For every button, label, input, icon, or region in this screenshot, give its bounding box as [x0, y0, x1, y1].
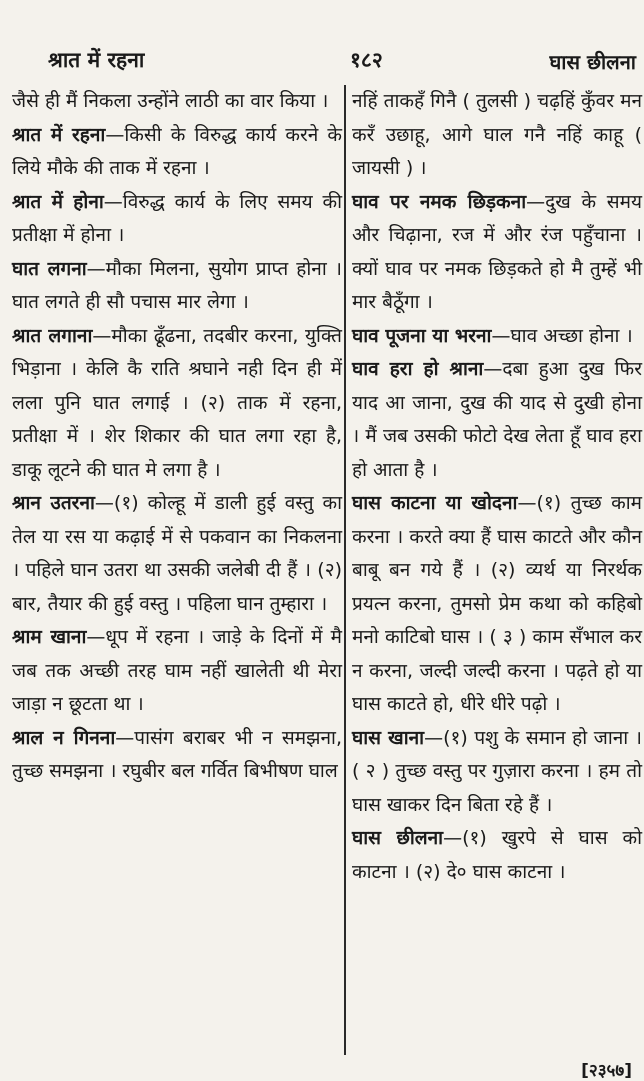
entry-headword: श्रात में होना: [12, 190, 104, 213]
entry-headword: घात लगना: [12, 257, 87, 280]
entry-headword: घाव हरा हो श्राना: [352, 358, 484, 380]
dictionary-entry: [12, 487, 342, 621]
dictionary-entry: [12, 85, 342, 119]
entry-headword: घास खाना: [352, 726, 425, 749]
entry-definition: —विरुद्ध कार्य के लिए समय की प्रतीक्षा में होना ।: [12, 190, 342, 246]
dictionary-entry: [352, 822, 642, 889]
entry-definition: —मौका मिलना, सुयोग प्राप्त होना । घात लगते ही सौ पचास मार लेगा ।: [12, 257, 343, 313]
dictionary-entry: [12, 253, 342, 320]
dictionary-entry: [352, 186, 642, 320]
header-right-guideword: घास छीलना: [549, 50, 636, 74]
entry-definition: —किसी के विरुद्ध कार्य करने के लिये मौके की ताक में रहना ।: [12, 123, 342, 179]
running-header: [20, 40, 636, 80]
dictionary-entry: [12, 722, 342, 789]
entry-definition: नहिं ताकहँ गिनै ( तुलसी ) चढ़हिं कुँवर मन करँ उछाहू, आगे घाल गनै नहिं काहू ( जायसी ) ।: [352, 90, 642, 179]
page-footer-code: [२३५७]: [581, 1061, 632, 1081]
entry-definition: —(१) खुरपे से घास को काटना । (२) दे० घास काटना ।: [352, 827, 642, 883]
entry-headword: श्रात लगाना: [12, 324, 93, 347]
left-column: [12, 85, 342, 789]
header-left-guideword: श्रात में रहना: [48, 48, 145, 72]
dictionary-entry: [12, 186, 342, 253]
entry-headword: श्रान उतरना: [12, 492, 95, 514]
entry-headword: श्राम खाना: [12, 626, 87, 648]
entry-headword: श्रात में रहना: [12, 123, 106, 146]
page-number: १८२: [350, 48, 383, 72]
entry-headword: घाव पूजना या भरना: [352, 324, 492, 347]
entry-definition: —(१) तुच्छ काम करना । करते क्या हैं घास काटते और कौन बाबू बन गये हैं । (२) व्यर्थ या निरर्थक प्रयत्न करना, तुमसो प्रेम कथा को कहिबो मनो काटिबो घास । ( ३ ) काम सँभाल कर न करना, जल्दी जल्दी करना । पढ़ते हो या घास काटते हो, धीरे धीरे पढ़ो ।: [352, 492, 642, 715]
entry-definition: —दुख के समय और चिढ़ाना, रज में और रंज पहुँचाना । क्यों घाव पर नमक छिड़कते हो मै तुम्हें भी मार बैठूँगा ।: [352, 190, 642, 313]
dictionary-entry: [352, 353, 642, 487]
entry-headword: श्राल न गिनना: [12, 726, 116, 749]
entry-headword: घास काटना या खोदना: [352, 492, 518, 514]
dictionary-entry: [352, 85, 642, 186]
entry-definition: —(१) पशु के समान हो जाना । ( २ ) तुच्छ वस्तु पर गुज़ारा करना । हम तो घास खाकर दिन बिता रहे हैं ।: [352, 726, 642, 816]
entry-headword: घास छीलना: [352, 827, 444, 849]
entry-definition: जैसे ही मैं निकला उन्होंने लाठी का वार किया ।: [12, 90, 329, 112]
entry-definition: —धूप में रहना । जाड़े के दिनों में मै जब तक अच्छी तरह घाम नहीं खालेती थी मेरा जाड़ा न छूटता था ।: [12, 626, 342, 715]
entry-headword: घाव पर नमक छिड़कना: [352, 190, 527, 213]
dictionary-entry: [352, 487, 642, 722]
entry-definition: —पासंग बराबर भी न समझना, तुच्छ समझना । रघुबीर बल गर्वित बिभीषण घाल: [12, 726, 342, 782]
entry-definition: —मौका ढूँढना, तदबीर करना, युक्ति भिड़ाना । केलि कै राति श्रघाने नही दिन ही में लला पुनि घात लगाई । (२) ताक में रहना, प्रतीक्षा में । शेर शिकार की घात लगा रहा है, डाकू लूटने की घात मे लगा है ।: [12, 324, 342, 481]
entry-definition: —घाव अच्छा होना ।: [491, 324, 633, 347]
dictionary-entry: [352, 320, 642, 354]
dictionary-entry: [12, 320, 342, 488]
entry-definition: —दबा हुआ दुख फिर याद आ जाना, दुख की याद से दुखी होना । मैं जब उसकी फोटो देख लेता हूँ घाव हरा हो आता है ।: [352, 358, 642, 481]
column-divider: [344, 85, 346, 1055]
entry-definition: —(१) कोल्हू में डाली हुई वस्तु का तेल या रस या कढ़ाई में से पकवान का निकलना । पहिले घान उतरा था उसकी जलेबी दी हैं । (२) बार, तैयार की हुई वस्तु । पहिला घान तुम्हारा ।: [12, 492, 343, 615]
right-column: [352, 85, 642, 889]
dictionary-entry: [352, 722, 642, 823]
dictionary-entry: [12, 621, 342, 722]
dictionary-entry: [12, 119, 342, 186]
